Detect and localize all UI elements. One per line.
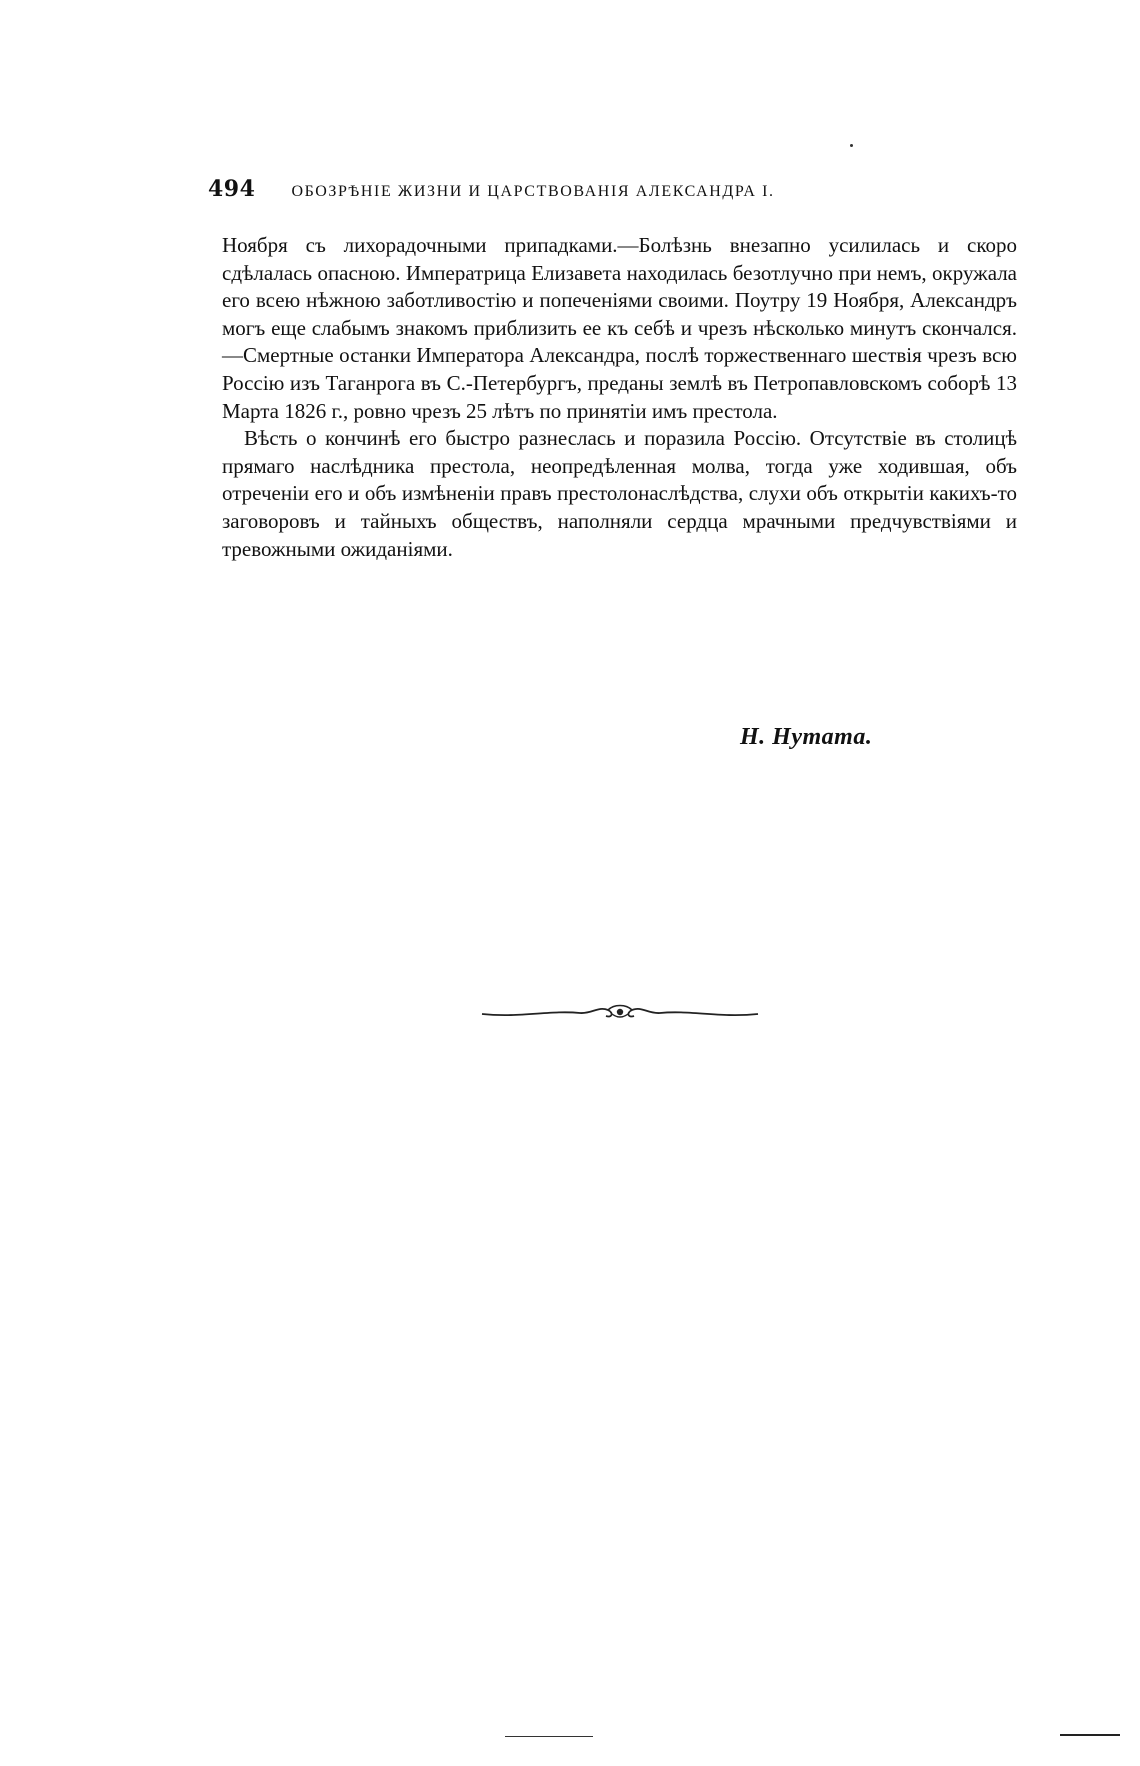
body-text	[222, 232, 1017, 563]
decorative-flourish-icon	[480, 1000, 760, 1024]
author-signature: Н. Нутата.	[740, 724, 873, 750]
running-title: ОБОЗРѢНІЕ ЖИЗНИ И ЦАРСТВОВАНІЯ АЛЕКСАНДРА I.	[291, 183, 775, 200]
footer-rule	[505, 1736, 593, 1737]
page-number: 494	[208, 176, 256, 202]
footer-mark	[1060, 1734, 1120, 1736]
page-header	[208, 176, 1028, 206]
paragraph-2: Вѣсть о кончинѣ его быстро разнеслась и поразила Россію. Отсутствіе въ столицѣ прямаго наслѣдника престола, неопредѣленная молва, тогда уже ходившая, объ отреченіи его и объ измѣненіи правъ престолонаслѣдства, слухи объ открытіи какихъ-то заговоровъ и тайныхъ обществъ, наполняли сердца мрачными предчувствіями и тревожными ожиданіями.	[222, 426, 1017, 561]
ink-speck	[850, 144, 853, 147]
paragraph-1: Ноября съ лихорадочными припадками.—Болѣзнь внезапно усилилась и скоро сдѣлалась опасною. Императрица Елизавета находилась безотлучно при немъ, окружала его всею нѣжною заботливостію и попеченіями своими. Поутру 19 Ноября, Александръ могъ еще слабымъ знакомъ приблизить ее къ себѣ и чрезъ нѣсколько минутъ скончался.—Смертные останки Императора Александра, послѣ торжественнаго шествія чрезъ всю Россію изъ Таганрога въ С.-Петербургъ, преданы землѣ въ Петропавловскомъ соборѣ 13 Марта 1826 г., ровно чрезъ 25 лѣтъ по принятіи имъ престола.	[222, 233, 1017, 423]
